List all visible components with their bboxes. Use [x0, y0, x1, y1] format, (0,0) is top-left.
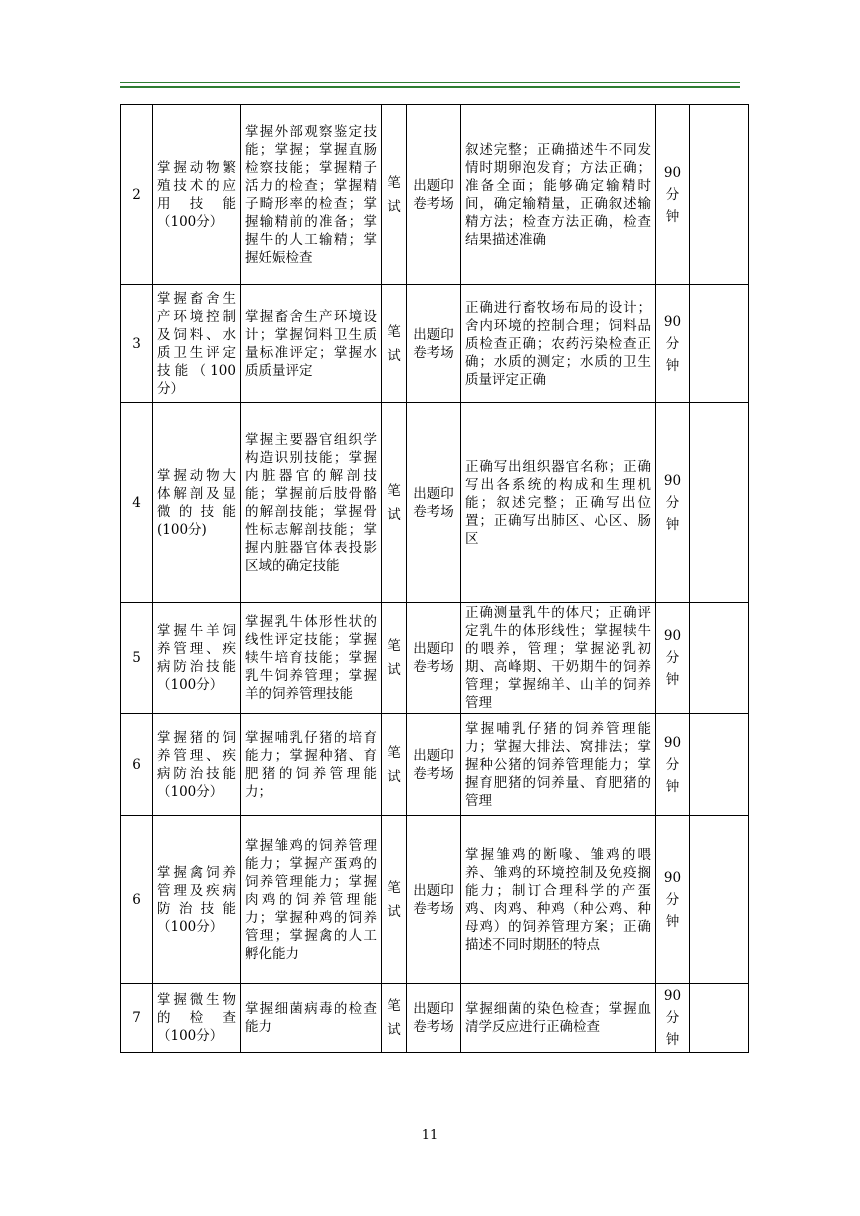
table-row	[121, 714, 749, 816]
skill-name: 掌握微生物的检查（100分）	[153, 984, 241, 1053]
duration-unit-1: 分	[665, 494, 680, 511]
table-row	[121, 816, 749, 984]
duration-unit-1: 分	[665, 650, 680, 666]
assessment-method	[382, 403, 407, 603]
assessment-method	[382, 285, 407, 403]
duration-unit-1: 分	[665, 891, 680, 908]
duration-value: 90	[663, 164, 682, 181]
remarks-cell	[690, 714, 749, 816]
row-number: 4	[121, 403, 153, 603]
assessment-method-text: 笔试	[387, 174, 401, 215]
duration-value: 90	[663, 472, 682, 489]
scoring-standard: 掌握雏鸡的断喙、雏鸡的喂养、雏鸡的环境控制及免疫搁能力；制订合理科学的产蛋鸡、肉鸡、种鸡（种公鸡、种母鸡）的饲养管理方案；正确描述不同时期胚的特点	[461, 816, 656, 984]
header-rule-thin	[120, 82, 740, 83]
assessment-method-text: 笔试	[387, 998, 401, 1038]
duration-unit-2: 钟	[665, 357, 680, 374]
assessment-method	[382, 105, 407, 285]
assessment-method-text: 笔试	[387, 638, 401, 678]
duration-unit-1: 分	[665, 186, 680, 203]
assessment-method-text: 笔试	[387, 879, 401, 920]
skill-name: 掌握牛羊饲养管理、疾病防治技能（100分）	[153, 603, 241, 714]
duration-unit-1: 分	[665, 1010, 680, 1026]
duration-value: 90	[663, 988, 682, 1004]
exam-form: 出题印卷考场	[407, 105, 461, 285]
duration-unit-2: 钟	[665, 1032, 680, 1048]
page-number: 11	[421, 1128, 439, 1143]
scoring-standard: 掌握哺乳仔猪的饲养管理能力；掌握大排法、窝排法；掌握种公猪的饲养管理能力；掌握育肥猪的饲养量、育肥猪的管理	[461, 714, 656, 816]
duration-unit-2: 钟	[665, 672, 680, 688]
skill-requirement: 掌握主要器官组织学构造识别技能；掌握内脏器官的解剖技能；掌握前后肢骨骼的解剖技能；掌握骨性标志解剖技能；掌握内脏器官体表投影区域的确定技能	[241, 403, 382, 603]
assessment-method-text: 笔试	[387, 323, 401, 364]
skill-requirement: 掌握哺乳仔猪的培育能力；掌握种猪、育肥猪的饲养管理能力；	[241, 714, 382, 816]
exam-form: 出题印卷考场	[407, 285, 461, 403]
exam-duration	[656, 105, 690, 285]
duration-value: 90	[663, 869, 682, 886]
remarks-cell	[690, 816, 749, 984]
duration-unit-2: 钟	[665, 913, 680, 930]
exam-form: 出题印卷考场	[407, 714, 461, 816]
remarks-cell	[690, 984, 749, 1053]
duration-unit-2: 钟	[665, 516, 680, 533]
row-number: 6	[121, 714, 153, 816]
header-rule-thick	[120, 86, 740, 88]
skill-name: 掌握猪的饲养管理、疾病防治技能（100分）	[153, 714, 241, 816]
skill-name: 掌握禽饲养管理及疾病防治技能（100分）	[153, 816, 241, 984]
duration-unit-1: 分	[665, 335, 680, 352]
duration-value: 90	[663, 628, 682, 644]
exam-duration	[656, 714, 690, 816]
scoring-standard: 正确进行畜牧场布局的设计；舍内环境的控制合理；饲料品质检查正确；农药污染检查正确；水质的测定；水质的卫生质量评定正确	[461, 285, 656, 403]
assessment-method	[382, 984, 407, 1053]
skill-requirement: 掌握外部观察鉴定技能；掌握；掌握直肠检察技能；掌握精子活力的检查；掌握精子畸形率的检查；掌握输精前的准备；掌握牛的人工输精；掌握妊娠检查	[241, 105, 382, 285]
duration-unit-2: 钟	[665, 778, 680, 795]
remarks-cell	[690, 603, 749, 714]
scoring-standard: 掌握细菌的染色检查；掌握血清学反应进行正确检查	[461, 984, 656, 1053]
assessment-method-text: 笔试	[387, 482, 401, 523]
scoring-standard: 正确测量乳牛的体尺；正确评定乳牛的体形线性；掌握犊牛的喂养，管理；掌握泌乳初期、高峰期、干奶期牛的饲养管理；掌握绵羊、山羊的饲养管理	[461, 603, 656, 714]
exam-duration	[656, 603, 690, 714]
table-row	[121, 984, 749, 1053]
duration-value: 90	[663, 734, 682, 751]
assessment-method	[382, 816, 407, 984]
exam-duration	[656, 285, 690, 403]
row-number: 6	[121, 816, 153, 984]
skills-assessment-table	[120, 104, 749, 1053]
row-number: 5	[121, 603, 153, 714]
duration-unit-1: 分	[665, 756, 680, 773]
assessment-method-text: 笔试	[387, 744, 401, 785]
row-number: 3	[121, 285, 153, 403]
skill-name: 掌握动物大体解剖及显微的技能(100分)	[153, 403, 241, 603]
skill-requirement: 掌握细菌病毒的检查能力	[241, 984, 382, 1053]
duration-unit-2: 钟	[665, 208, 680, 225]
exam-duration	[656, 816, 690, 984]
exam-form: 出题印卷考场	[407, 603, 461, 714]
skill-requirement: 掌握雏鸡的饲养管理能力；掌握产蛋鸡的饲养管理能力；掌握肉鸡的饲养管理能力；掌握种鸡的饲养管理；掌握禽的人工孵化能力	[241, 816, 382, 984]
table-row	[121, 285, 749, 403]
skill-requirement: 掌握乳牛体形性状的线性评定技能；掌握犊牛培育技能；掌握乳牛饲养管理；掌握羊的饲养管理技能	[241, 603, 382, 714]
remarks-cell	[690, 403, 749, 603]
exam-duration	[656, 984, 690, 1053]
table-row	[121, 105, 749, 285]
assessment-method	[382, 714, 407, 816]
duration-value: 90	[663, 313, 682, 330]
scoring-standard: 叙述完整；正确描述牛不同发情时期卵泡发育；方法正确；准备全面；能够确定输精时间，确定输精量，正确叙述输精方法；检查方法正确，检查结果描述准确	[461, 105, 656, 285]
exam-form: 出题印卷考场	[407, 816, 461, 984]
remarks-cell	[690, 285, 749, 403]
skill-name: 掌握畜舍生产环境控制及饲料、水质卫生评定技能（100分）	[153, 285, 241, 403]
row-number: 2	[121, 105, 153, 285]
exam-form: 出题印卷考场	[407, 984, 461, 1053]
table-row	[121, 603, 749, 714]
row-number: 7	[121, 984, 153, 1053]
scoring-standard: 正确写出组织器官名称；正确写出各系统的构成和生理机能；叙述完整；正确写出位置；正确写出肺区、心区、肠区	[461, 403, 656, 603]
skill-name: 掌握动物繁殖技术的应用技能（100分）	[153, 105, 241, 285]
assessment-method	[382, 603, 407, 714]
skill-requirement: 掌握畜舍生产环境设计；掌握饲料卫生质量标准评定；掌握水质质量评定	[241, 285, 382, 403]
table-row	[121, 403, 749, 603]
remarks-cell	[690, 105, 749, 285]
exam-form: 出题印卷考场	[407, 403, 461, 603]
exam-duration	[656, 403, 690, 603]
